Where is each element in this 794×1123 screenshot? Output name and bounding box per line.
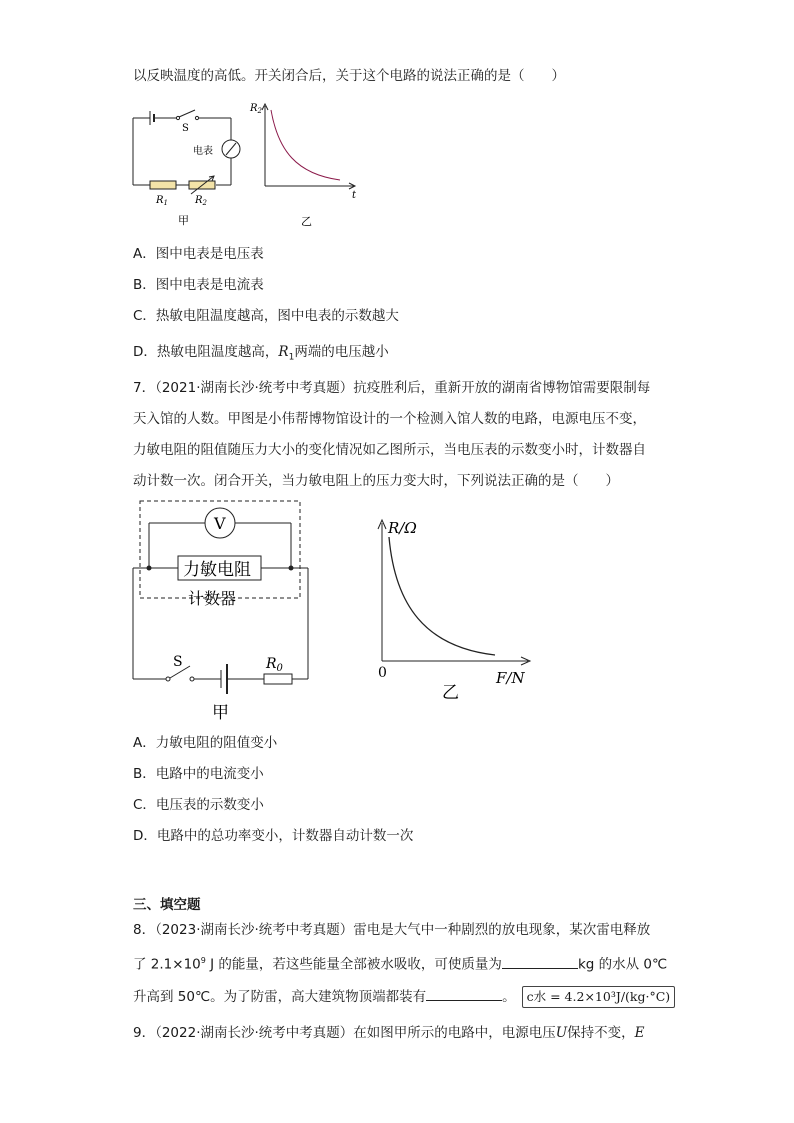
q7-line-2: 天入馆的人数。甲图是小伟帮博物馆设计的一个检测入馆人数的电路，电源电压不变，: [133, 411, 646, 427]
q6-option-d: D．热敏电阻温度越高，$R_1$两端的电压越小: [133, 344, 389, 363]
q7-graph-xlabel: F/N: [496, 669, 525, 687]
q8-line-1: 8．（2023·湖南长沙·统考中考真题）雷电是大气中一种剧烈的放电现象，某次雷电释放: [133, 922, 651, 938]
q7-circuit-diagram: [128, 498, 318, 728]
q7-option-a: A．力敏电阻的阻值变小: [133, 735, 278, 751]
q7-option-c: C．电压表的示数变小: [133, 797, 264, 813]
section-title-fill-in: 三、填空题: [133, 897, 201, 913]
q9-line-1: 9．（2022·湖南长沙·统考中考真题）在如图甲所示的电路中，电源电压U保持不变，E: [133, 1025, 645, 1041]
q6-r2-label: $R_2$: [195, 195, 207, 207]
q7-caption-yi: 乙: [442, 683, 459, 703]
q6-circuit-diagram: [128, 100, 248, 230]
q8-line-3: 升高到 50℃。为了防雷，高大建筑物顶端都装有 。 c水 = 4.2×10³J/(kg·°C): [133, 986, 675, 1008]
q7-line-3: 力敏电阻的阻值随压力大小的变化情况如乙图所示，当电压表的示数变小时，计数器自: [133, 442, 646, 458]
q7-r0-label: $R_0$: [266, 656, 283, 674]
q6-meter-label: 电表: [193, 146, 213, 157]
q8-formula: c水 = 4.2×10³J/(kg·°C): [522, 986, 676, 1008]
q6-caption-yi: 乙: [301, 215, 312, 228]
q7-counter-label: 计数器: [188, 589, 237, 608]
q8-line-2: 了 $2.1\times 10^9$ J 的能量，若这些能量全部被水吸收，可使质量为 kg 的水从 0℃: [133, 951, 667, 975]
q6-r1-label: $R_1$: [156, 195, 168, 207]
q6-graph-ylabel: $R_2$: [250, 103, 262, 115]
q7-caption-jia: 甲: [212, 703, 229, 723]
q6-option-c: C．热敏电阻温度越高，图中电表的示数越大: [133, 308, 399, 324]
q8-blank-1[interactable]: [502, 954, 578, 969]
q7-graph-origin: 0: [378, 665, 387, 681]
q6-graph-xlabel: t: [352, 190, 357, 201]
q8-blank-2[interactable]: [426, 986, 502, 1001]
q7-curve: [389, 537, 495, 655]
q6-option-b: B．图中电表是电流表: [133, 277, 264, 293]
q6-option-a: A．图中电表是电压表: [133, 246, 264, 262]
q7-resistor-label: 力敏电阻: [183, 560, 251, 580]
q7-option-d: D．电路中的总功率变小，计数器自动计数一次: [133, 828, 414, 844]
q6-switch-label: S: [182, 123, 189, 134]
q7-graph-ylabel: R/Ω: [388, 519, 417, 537]
q7-line-1: 7．（2021·湖南长沙·统考中考真题）抗疫胜利后，重新开放的湖南省博物馆需要限制每: [133, 380, 651, 396]
q7-r-f-graph: [370, 515, 540, 705]
q7-option-b: B．电路中的电流变小: [133, 766, 264, 782]
q6-stem-tail: 以反映温度的高低。开关闭合后，关于这个电路的说法正确的是（ ）: [133, 68, 565, 84]
q7-line-4: 动计数一次。闭合开关，当力敏电阻上的压力变大时，下列说法正确的是（ ）: [133, 473, 619, 489]
q6-caption-jia: 甲: [178, 214, 189, 227]
q6-curve: [271, 110, 340, 180]
q7-switch-label: S: [173, 654, 183, 670]
q7-voltmeter-label: V: [214, 514, 226, 533]
q6-r2-t-graph: [248, 98, 363, 230]
